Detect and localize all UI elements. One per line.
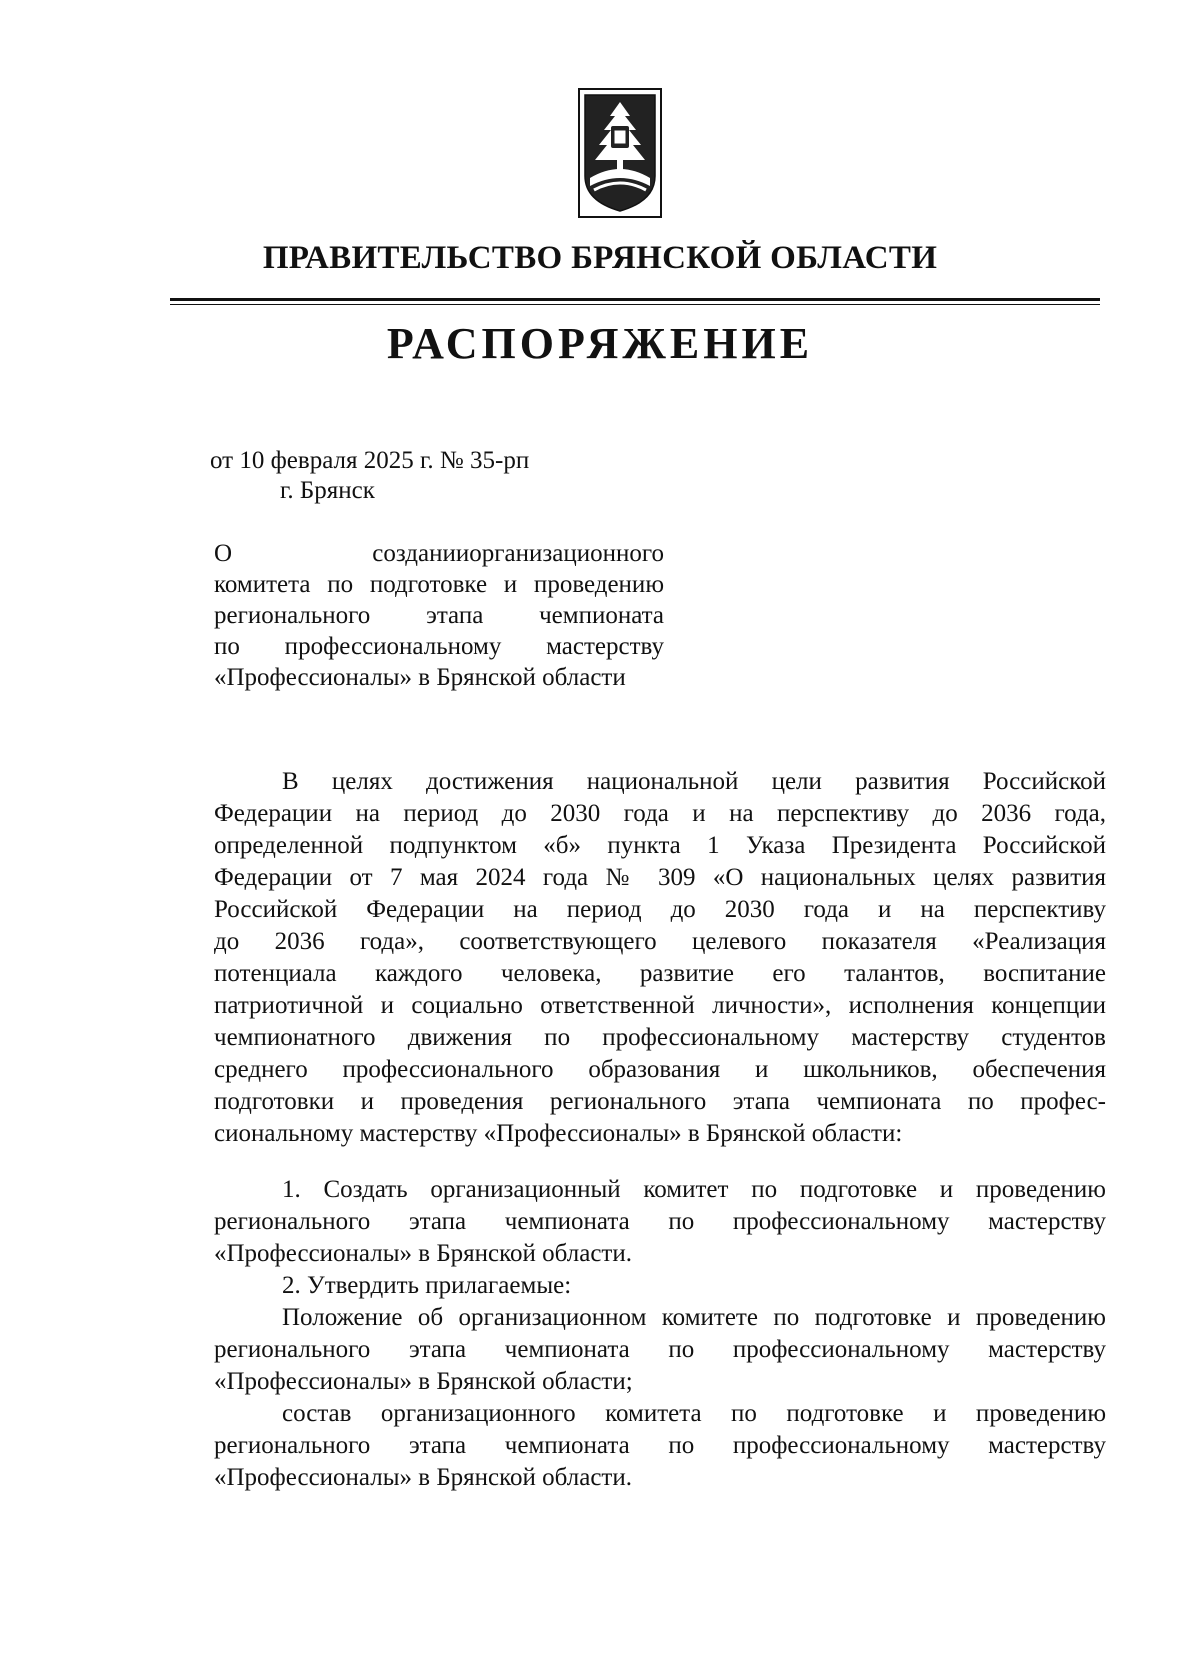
body-line: 2. Утвердить прилагаемые: <box>282 1272 572 1299</box>
coat-of-arms-icon <box>578 88 662 218</box>
header-rule-thin <box>170 304 1100 305</box>
body-line: состав организационного комитета по подготовке и проведению <box>282 1400 1106 1427</box>
body-line: Положение об организационном комитете по подготовке и проведению <box>282 1304 1106 1331</box>
body-line: регионального этапа чемпионата по профессиональному мастерству <box>214 1208 1106 1235</box>
body-line: регионального этапа чемпионата по профессиональному мастерству <box>214 1432 1106 1459</box>
subject-line: регионального этапа чемпионата <box>214 602 664 629</box>
body-line: «Профессионалы» в Брянской области. <box>214 1240 632 1267</box>
body-line: Федерации на период до 2030 года и на перспективу до 2036 года, <box>214 800 1106 827</box>
body-line: подготовки и проведения регионального этапа чемпионата по профес- <box>214 1088 1106 1115</box>
body-line: «Профессионалы» в Брянской области; <box>214 1368 633 1395</box>
body-line: патриотичной и социально ответственной личности», исполнения концепции <box>214 992 1106 1019</box>
body-line: регионального этапа чемпионата по профессиональному мастерству <box>214 1336 1106 1363</box>
body-line: Российской Федерации на период до 2030 года и на перспективу <box>214 896 1106 923</box>
preamble-paragraph <box>214 766 1106 1150</box>
body-line: 1. Создать организационный комитет по подготовке и проведению <box>282 1176 1106 1203</box>
document-type-title: РАСПОРЯЖЕНИЕ <box>386 319 814 368</box>
body-line: потенциала каждого человека, развитие его талантов, воспитание <box>214 960 1106 987</box>
document-date-number: от 10 февраля 2025 г. № 35-рп <box>210 447 530 474</box>
item-1-paragraph <box>214 1174 1106 1270</box>
body-line: В целях достижения национальной цели развития Российской <box>282 768 1106 795</box>
header-rule-thick <box>170 298 1100 301</box>
subject-line: «Профессионалы» в Брянской области <box>214 664 626 691</box>
body-line: определенной подпунктом «б» пункта 1 Указа Президента Российской <box>214 832 1106 859</box>
item-2a-paragraph <box>214 1302 1106 1398</box>
subject-line: комитета по подготовке и проведению <box>214 571 664 598</box>
document-subject <box>214 538 664 693</box>
body-line: «Профессионалы» в Брянской области. <box>214 1464 632 1491</box>
subject-line: по профессиональному мастерству <box>214 633 664 660</box>
body-line: до 2036 года», соответствующего целевого показателя «Реализация <box>214 928 1106 955</box>
subject-line: О созданииорганизационного <box>214 540 664 567</box>
body-line: Федерации от 7 мая 2024 года № 309 «О национальных целях развития <box>214 864 1106 891</box>
paragraph-gap <box>214 1150 1106 1174</box>
body-line: сиональному мастерству «Профессионалы» в Брянской области: <box>214 1120 903 1147</box>
item-2b-paragraph <box>214 1398 1106 1494</box>
document-city: г. Брянск <box>280 477 375 504</box>
body-line: чемпионатного движения по профессиональному мастерству студентов <box>214 1024 1106 1051</box>
government-title: ПРАВИТЕЛЬСТВО БРЯНСКОЙ ОБЛАСТИ <box>262 240 938 276</box>
document-body <box>214 766 1106 1494</box>
body-line: среднего профессионального образования и школьников, обеспечения <box>214 1056 1106 1083</box>
item-2-paragraph <box>214 1270 1106 1302</box>
